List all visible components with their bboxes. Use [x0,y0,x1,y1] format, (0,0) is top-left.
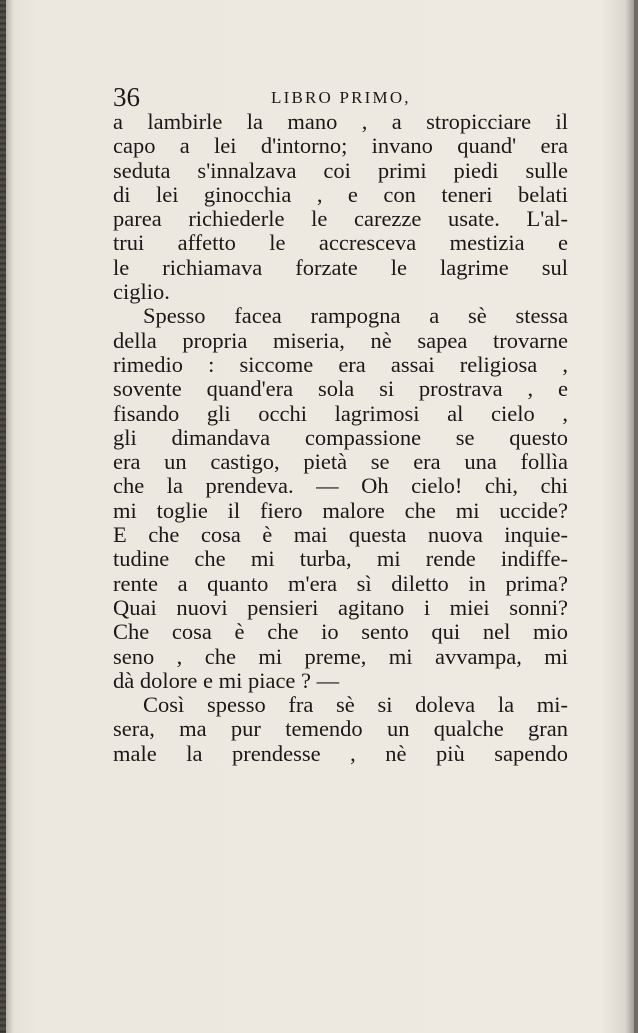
text-line: ciglio. [113,279,170,305]
text-line: Spesso facea rampogna a sè stessa [143,303,568,329]
page-number: 36 [113,82,140,112]
text-line: male la prendesse , nè più sapendo [113,740,568,766]
text-line: rimedio : siccome era assai religiosa , [113,351,568,377]
text-line: seno , che mi preme, mi avvampa, mi [113,643,568,669]
text-line: trui affetto le accresceva mestizia e [113,230,568,256]
text-line: capo a lei d'intorno; invano quand' era [113,133,568,159]
text-line: fisando gli occhi lagrimosi al cielo , [113,400,568,426]
text-line: dà dolore e mi piace ? — [113,667,340,693]
text-line: sovente quand'era sola si prostrava , e [113,376,568,402]
text-line: di lei ginocchia , e con teneri belati [113,181,568,207]
text-line: mi toglie il fiero malore che mi uccide? [113,497,568,523]
text-line: parea richiederle le carezze usate. L'al- [113,206,568,232]
page-right-edge [634,0,638,1033]
text-line: Quai nuovi pensieri agitano i miei sonni? [113,594,568,620]
body-text [113,110,568,766]
text-line: a lambirle la mano , a stropicciare il [113,109,568,134]
page-spine-edge [0,0,6,1033]
text-line: che la prendeva. — Oh cielo! chi, chi [113,473,568,499]
book-title: LIBRO PRIMO, [271,88,411,107]
text-line: Così spesso fra sè si doleva la mi- [143,692,568,718]
text-line: gli dimandava compassione se questo [113,424,568,450]
text-line: E che cosa è mai questa nuova inquie- [113,522,568,548]
text-line: le richiamava forzate le lagrime sul [113,254,568,280]
text-line: tudine che mi turba, mi rende indiffe- [113,546,568,572]
text-line: Che cosa è che io sento qui nel mio [113,619,568,645]
text-line: della propria miseria, nè sapea trovarne [113,327,568,353]
text-line: seduta s'innalzava coi primi piedi sulle [113,157,568,183]
text-line: rente a quanto m'era sì diletto in prima? [113,570,568,596]
text-line: era un castigo, pietà se era una follìa [113,449,568,475]
text-line: sera, ma pur temendo un qualche gran [113,716,568,742]
